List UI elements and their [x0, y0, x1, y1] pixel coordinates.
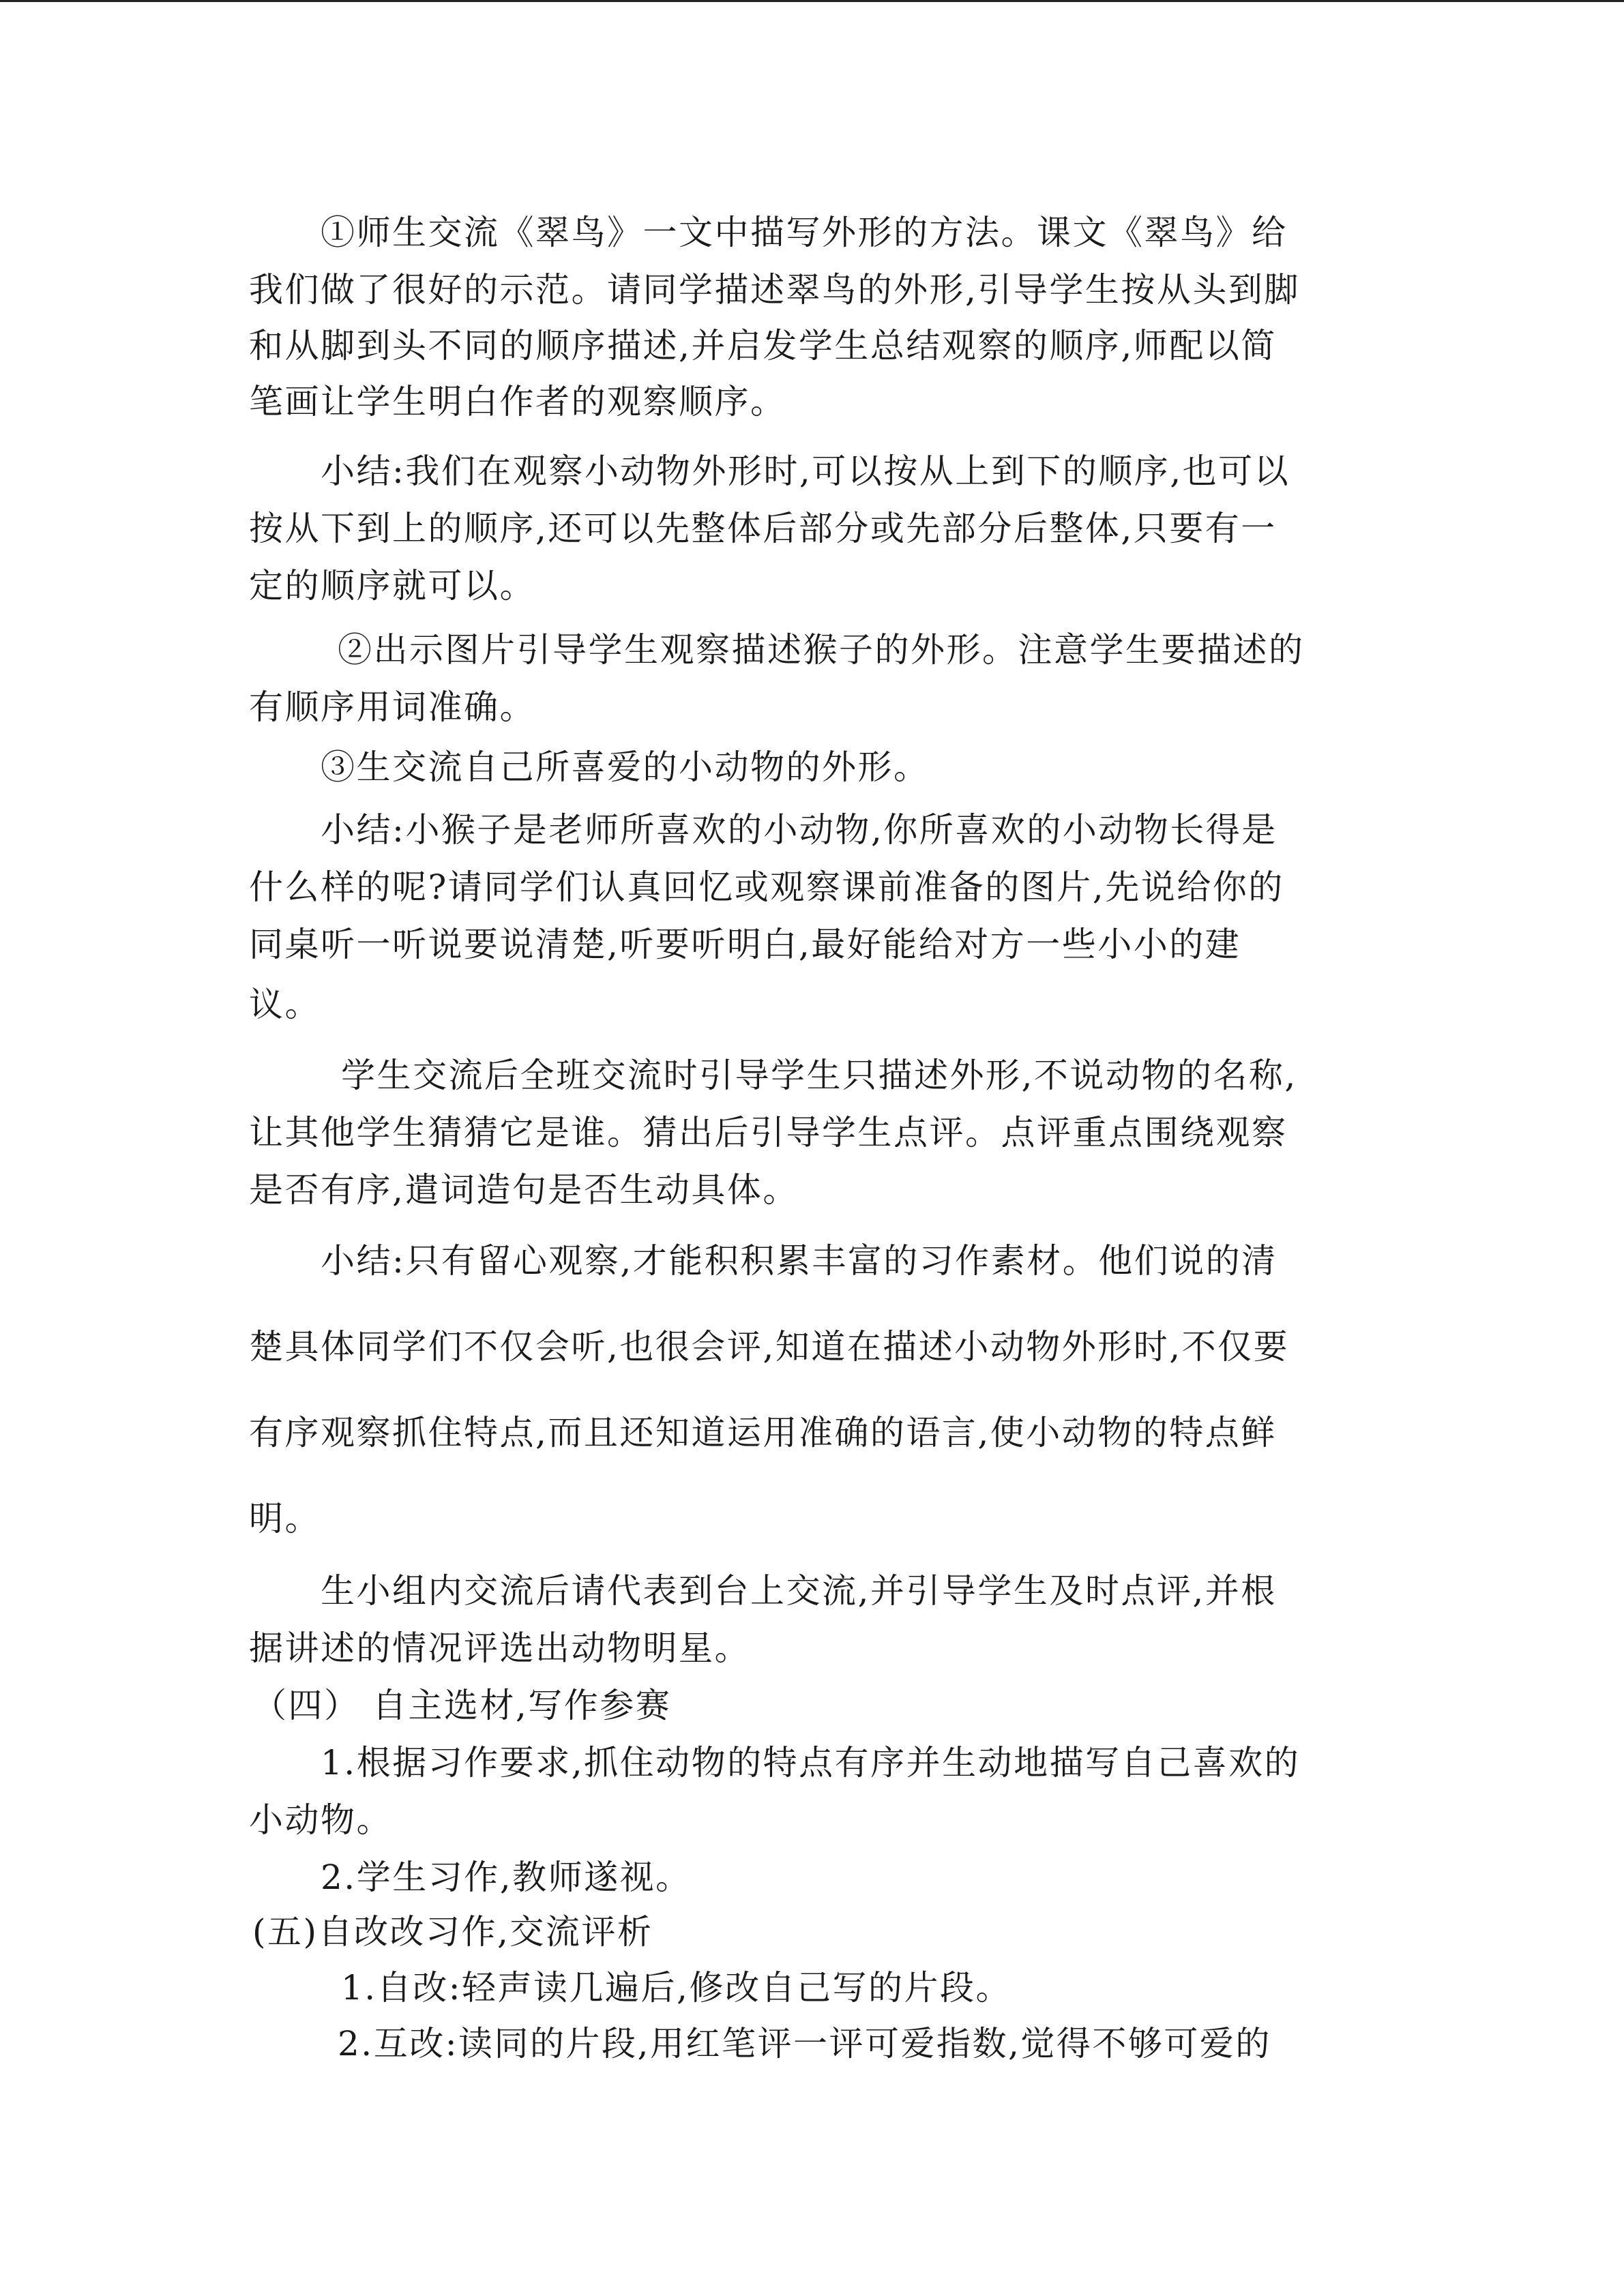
text-line: 明。 [249, 1499, 321, 1538]
section-heading: （四） 自主选材,写作参赛 [252, 1686, 672, 1725]
text-line: ①师生交流《翠鸟》一文中描写外形的方法。课文《翠鸟》给 [321, 213, 1288, 252]
text-line: 定的顺序就可以。 [249, 566, 535, 606]
text-line: 2.互改:读同的片段,用红笔评一评可爱指数,觉得不够可爱的 [338, 2024, 1271, 2063]
text-line: 和从脚到头不同的顺序描述,并启发学生总结观察的顺序,师配以简 [249, 326, 1277, 366]
text-line: 有顺序用词准确。 [249, 687, 535, 727]
text-line: ③生交流自己所喜爱的小动物的外形。 [321, 747, 930, 787]
text-line: 我们做了很好的示范。请同学描述翠鸟的外形,引导学生按从头到脚 [249, 270, 1300, 310]
text-line: 1.自改:轻声读几遍后,修改自己写的片段。 [341, 1968, 1012, 2008]
text-line: 小动物。 [249, 1800, 392, 1840]
text-line: 同桌听一听说要说清楚,听要听明白,最好能给对方一些小小的建 [249, 925, 1241, 964]
text-line: 1.根据习作要求,抓住动物的特点有序并生动地描写自己喜欢的 [321, 1743, 1301, 1783]
top-border-line [0, 0, 1624, 2]
text-line: 按从下到上的顺序,还可以先整体后部分或先部分后整体,只要有一 [249, 509, 1277, 548]
text-line: 楚具体同学们不仅会听,也很会评,知道在描述小动物外形时,不仅要 [249, 1327, 1290, 1367]
text-line: 笔画让学生明白作者的观察顺序。 [249, 382, 786, 421]
text-line: ②出示图片引导学生观察描述猴子的外形。注意学生要描述的 [338, 630, 1305, 670]
text-line: 小结:小猴子是老师所喜欢的小动物,你所喜欢的小动物长得是 [321, 810, 1278, 850]
text-line: 有序观察抓住特点,而且还知道运用准确的语言,使小动物的特点鲜 [249, 1413, 1277, 1452]
text-line: 什么样的呢?请同学们认真回忆或观察课前准备的图片,先说给你的 [249, 867, 1284, 907]
text-line: 议。 [249, 985, 321, 1024]
text-line: 是否有序,遣词造句是否生动具体。 [249, 1170, 799, 1210]
text-line: 小结:我们在观察小动物外形时,可以按从上到下的顺序,也可以 [321, 451, 1290, 491]
section-heading: (五)自改改习作,交流评析 [252, 1912, 653, 1952]
text-line: 生小组内交流后请代表到台上交流,并引导学生及时点评,并根 [321, 1571, 1277, 1611]
text-line: 据讲述的情况评选出动物明星。 [249, 1628, 750, 1668]
text-line: 学生交流后全班交流时引导学生只描述外形,不说动物的名称, [341, 1056, 1297, 1095]
text-line: 2.学生习作,教师遂视。 [321, 1858, 692, 1897]
text-line: 让其他学生猜猜它是谁。猜出后引导学生点评。点评重点围绕观察 [249, 1113, 1288, 1152]
text-line: 小结:只有留心观察,才能积积累丰富的习作素材。他们说的清 [321, 1241, 1278, 1281]
